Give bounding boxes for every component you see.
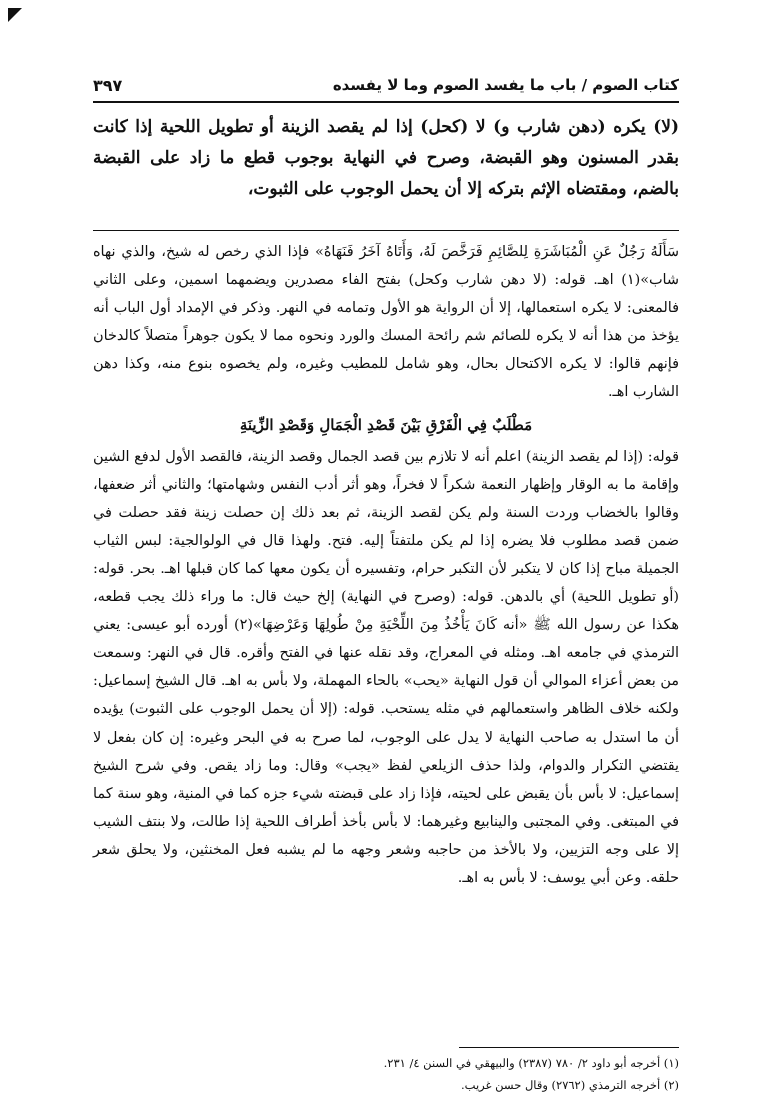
section-heading: مَطْلَبٌ فِي الْفَرْقِ بَيْنَ قَصْدِ الْجَمَالِ وَقَصْدِ الزِّينَةِ <box>239 415 533 434</box>
footnote-1: (١) أخرجه أبو داود ٢/ ٧٨٠ (٢٣٨٧) والبيهقي في السنن ٤/ ٢٣١. <box>383 1056 679 1070</box>
commentary-paragraph-2: قوله: (إذا لم يقصد الزينة) اعلم أنه لا تلازم بين قصد الجمال وقصد الزينة، فالقصد الأول لدفع الشين وإقامة ما به الوقار وإظهار النعمة شكراً لا فخراً، وهو أثر أدب النفس وشهامتها؛ والثاني أثر ضعفها، وقالوا بالخضاب وردت السنة ولم يكن لقصد الزينة، ثم بعد ذلك إن حصلت زينة فقد حصلت في ضمن قصد مطلوب فلا يضره إذا لم يكن ملتفتاً إليه. فتح. ولهذا قال في الولوالجية: لبس الثياب الجميلة مباح إذا كان لا يتكبر لأن التكبر حرام، وتفسيره أن يكون معها كما كان قبلها اهـ. بحر. قوله: (أو تطويل اللحية) أي بالدهن. قوله: (وصرح في النهاية) إلخ حيث قال: ما وراء ذلك يجب قطعه، هكذا عن رسول الله ﷺ «أنه كَانَ يَأْخُذُ مِنَ اللِّحْيَةِ مِنْ طُولِهَا وَعَرْضِهَا»(٢) أورده أبو عيسى: يعني الترمذي في جامعه اهـ. ومثله في المعراج، وقد نقله عنها في الفتح وأقره. قال في النهر: وسمعت من بعض أعزاء الموالي أن قول النهاية «يحب» بالحاء المهملة، ولا بأس به اهـ. قال الشيخ إسماعيل: ولكنه خلاف الظاهر واستعمالهم في مثله يستحب. قوله: (إلا أن يحمل الوجوب على الثبوت) يؤيده أن ما استدل به صاحب النهاية لا يدل على الوجوب، لما صرح به في البحر وغيره: إن كان بفعل لا يقتضي التكرار والدوام، ولذا حذف الزيلعي لفظ «يجب» وقال: وما زاد يقص. وفي شرح الشيخ إسماعيل: لا بأس بأن يقبض على لحيته، فإذا زاد على قبضته شيء جزه كما في المنية، وهو سنة كما في المبتغى. وفي المجتبى والينابيع وغيرهما: لا بأس بأخذ أطراف اللحية إذا طالت، ولا بنتف الشيب إلا على وجه التزيين، ولا بالأخذ من حاجبه وشعر وجهه ما لم يشبه فعل المخنثين، ولا يحلق شعر حلقه. وعن أبي يوسف: لا بأس به اهـ. <box>93 448 680 886</box>
footnote-rule <box>459 1047 679 1048</box>
commentary <box>93 238 679 892</box>
main-text-rule <box>93 230 679 231</box>
running-title: كتاب الصوم / باب ما يفسد الصوم وما لا يفسده <box>332 76 679 94</box>
footnote-2: (٢) أخرجه الترمذي (٢٧٦٢) وقال حسن غريب. <box>461 1078 679 1092</box>
page-number: ٣٩٧ <box>93 75 123 95</box>
main-text: (لا) يكره (دهن شارب و) لا (كحل) إذا لم يقصد الزينة أو تطويل اللحية إذا كانت بقدر المسنون وهو القبضة، وصرح في النهاية بوجوب قطع ما زاد على القبضة بالضم، ومقتضاه الإثم بتركه إلا أن يحمل الوجوب على الثبوت، <box>93 117 679 199</box>
footnotes <box>93 1052 679 1096</box>
header-rule <box>93 101 679 103</box>
commentary-paragraph-1: سَأَلَهُ رَجُلٌ عَنِ الْمُبَاشَرَةِ لِلصَّائِمِ فَرَخَّصَ لَهُ، وَأَتَاهُ آخَرُ فَنَهَاهُ» فإذا الذي رخص له شيخ، والذي نهاه شاب»(١) اهـ. قوله: (لا دهن شارب وكحل) بفتح الفاء مصدرين ويضمهما اسمين، وعلى الثاني فالمعنى: لا يكره استعمالها، إلا أن الرواية هو الأول وتمامه في النهر. وذكر في الإمداد أول الباب أنه يؤخذ من هذا أنه لا يكره للصائم شم رائحة المسك والورد ونحوه مما لا يكون جوهراً متصلاً كالدخان فإنهم قالوا: لا يكره الاكتحال بحال، وهو شامل للمطيب وغيره، ولم يخصوه بنوع منه، وكذا دهن الشارب اهـ. <box>93 244 679 401</box>
corner-mark <box>8 8 22 22</box>
page-header <box>93 70 679 100</box>
